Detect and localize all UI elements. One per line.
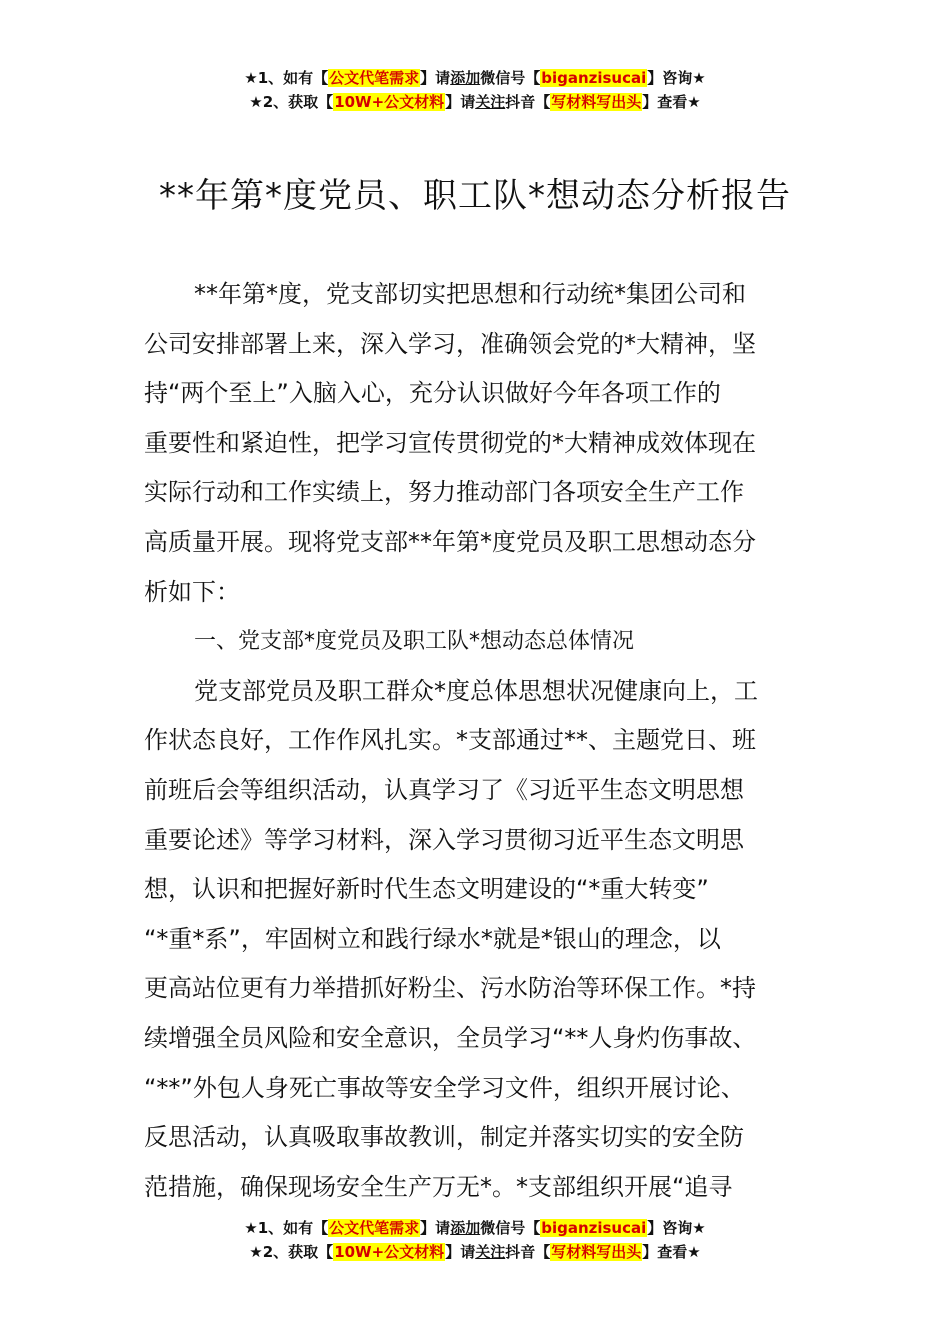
banner-line-1 (0, 1216, 950, 1240)
banner-text: 】咨询★ (647, 1219, 706, 1237)
banner-text: ★1、如有【 (244, 69, 329, 87)
body-line: 持“两个至上”入脑入心，充分认识做好今年各项工作的 (144, 379, 721, 408)
banner-text: 】查看★ (642, 1243, 701, 1261)
banner-highlight: biganzisucai (541, 69, 647, 87)
banner-text: 】查看★ (642, 93, 701, 111)
banner-highlight: 公文代笔需求 (329, 69, 420, 87)
banner-line-2 (0, 90, 950, 114)
footer-banner (0, 1216, 950, 1264)
banner-text: 抖音【 (505, 93, 551, 111)
header-banner (0, 66, 950, 114)
banner-text: 】咨询★ (647, 69, 706, 87)
banner-underlined: 添加 (450, 69, 481, 87)
banner-line-1 (0, 66, 950, 90)
body-line: 想，认识和把握好新时代生态文明建设的“*重大转变” (144, 875, 709, 904)
body-line: 前班后会等组织活动，认真学习了《习近平生态文明思想 (144, 775, 744, 804)
body-line: 反思活动，认真吸取事故教训，制定并落实切实的安全防 (144, 1123, 744, 1152)
banner-text: 微信号【 (480, 1219, 541, 1237)
banner-text: 抖音【 (505, 1243, 551, 1261)
body-line: 党支部党员及职工群众*度总体思想状况健康向上，工 (194, 676, 758, 705)
banner-text: 】请 (420, 69, 451, 87)
document-title: **年第*度党员、职工队*想动态分析报告 (159, 176, 791, 216)
banner-text: ★2、获取【 (249, 1243, 334, 1261)
body-line: 重要性和紧迫性，把学习宣传贯彻党的*大精神成效体现在 (144, 428, 756, 457)
banner-highlight: biganzisucai (541, 1219, 647, 1237)
banner-underlined: 关注 (475, 1243, 506, 1261)
banner-highlight: 公文代笔需求 (329, 1219, 420, 1237)
body-line: 重要论述》等学习材料，深入学习贯彻习近平生态文明思 (144, 825, 744, 854)
banner-highlight: 10W+公文材料 (334, 93, 445, 111)
banner-highlight: 写材料写出头 (551, 1243, 642, 1261)
banner-text: 微信号【 (480, 69, 541, 87)
banner-highlight: 10W+公文材料 (334, 1243, 445, 1261)
body-line: 更高站位更有力举措抓好粉尘、污水防治等环保工作。*持 (144, 974, 756, 1003)
body-line: 续增强全员风险和安全意识，全员学习“**人身灼伤事故、 (144, 1023, 757, 1052)
banner-underlined: 添加 (450, 1219, 481, 1237)
banner-highlight: 写材料写出头 (551, 93, 642, 111)
banner-text: ★1、如有【 (244, 1219, 329, 1237)
banner-underlined: 关注 (475, 93, 506, 111)
banner-text: 】请 (420, 1219, 451, 1237)
body-line: “*重*系”，牢固树立和践行绿水*就是*银山的理念，以 (144, 924, 721, 953)
body-line: 范措施，确保现场安全生产万无*。*支部组织开展“追寻 (144, 1172, 733, 1201)
body-line: 作状态良好，工作作风扎实。*支部通过**、主题党日、班 (144, 726, 756, 755)
banner-text: 】请 (445, 93, 476, 111)
banner-text: ★2、获取【 (249, 93, 334, 111)
body-line: 实际行动和工作实绩上，努力推动部门各项安全生产工作 (144, 478, 744, 507)
body-line: 公司安排部署上来，深入学习，准确领会党的*大精神，坚 (144, 329, 756, 358)
body-line: “**”外包人身死亡事故等安全学习文件，组织开展讨论、 (144, 1073, 745, 1102)
banner-line-2 (0, 1240, 950, 1264)
body-line: 高质量开展。现将党支部**年第*度党员及职工思想动态分 (144, 527, 756, 556)
banner-text: 】请 (445, 1243, 476, 1261)
section-heading: 一、党支部*度党员及职工队*想动态总体情况 (194, 629, 635, 655)
body-line: 析如下： (144, 577, 240, 606)
body-line: **年第*度，党支部切实把思想和行动统*集团公司和 (194, 280, 746, 308)
document-body (144, 270, 814, 1212)
